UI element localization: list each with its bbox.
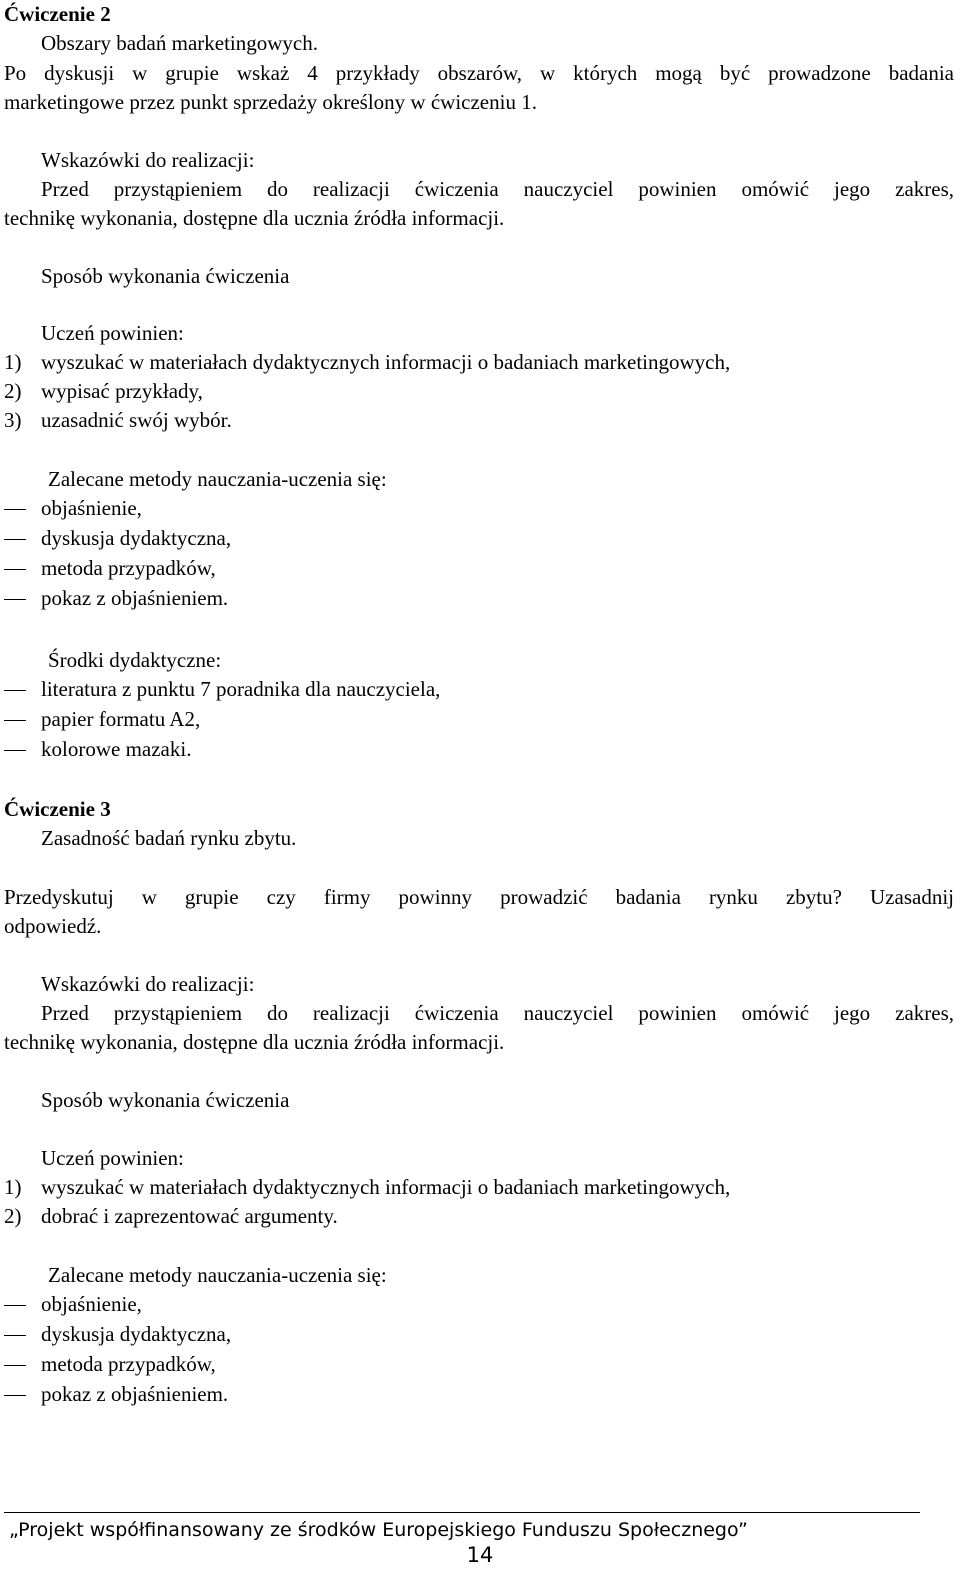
dash-bullet (4, 1335, 26, 1336)
dash-bullet (4, 1395, 26, 1396)
method-item: dyskusja dydaktyczna, (41, 526, 232, 550)
dash-bullet (4, 720, 26, 721)
exercise-3-task-line-1: Przedyskutuj w grupie czy firmy powinny prowadzić badania rynku zbytu? Uzasadnij (4, 885, 954, 909)
method-item: pokaz z objaśnieniem. (41, 586, 229, 610)
method-item: objaśnienie, (41, 1292, 142, 1316)
dash-bullet (4, 1365, 26, 1366)
method-item: metoda przypadków, (41, 1352, 216, 1376)
step-number: 1) (4, 350, 22, 374)
exercise-2-method-title: Sposób wykonania ćwiczenia (41, 264, 290, 288)
exercise-2-student-title: Uczeń powinien: (41, 321, 184, 345)
step-text: wyszukać w materiałach dydaktycznych informacji o badaniach marketingowych, (41, 350, 731, 374)
aid-item: kolorowe mazaki. (41, 737, 192, 761)
dash-bullet (4, 750, 26, 751)
page-number: 14 (466, 1543, 494, 1567)
step-text: wypisać przykłady, (41, 379, 203, 403)
exercise-2-task-line-2: marketingowe przez punkt sprzedaży określony w ćwiczeniu 1. (4, 90, 537, 114)
step-number: 2) (4, 1204, 22, 1228)
dash-bullet (4, 690, 26, 691)
footer-project-text: „Projekt współfinansowany ze środków Europejskiego Funduszu Społecznego” (9, 1519, 748, 1541)
step-number: 2) (4, 379, 22, 403)
aid-item: papier formatu A2, (41, 707, 201, 731)
step-text: wyszukać w materiałach dydaktycznych informacji o badaniach marketingowych, (41, 1175, 731, 1199)
exercise-2-topic: Obszary badań marketingowych. (41, 31, 318, 55)
exercise-2-hints-line-1: Przed przystąpieniem do realizacji ćwiczenia nauczyciel powinien omówić jego zakres, (41, 177, 954, 201)
exercise-3-hints-line-2: technikę wykonania, dostępne dla ucznia źródła informacji. (4, 1030, 505, 1054)
step-text: dobrać i zaprezentować argumenty. (41, 1204, 338, 1228)
exercise-2-heading: Ćwiczenie 2 (4, 2, 111, 26)
exercise-3-topic: Zasadność badań rynku zbytu. (41, 826, 297, 850)
aid-item: literatura z punktu 7 poradnika dla nauczyciela, (41, 677, 441, 701)
exercise-3-hints-line-1: Przed przystąpieniem do realizacji ćwiczenia nauczyciel powinien omówić jego zakres, (41, 1001, 954, 1025)
exercise-3-method-title: Sposób wykonania ćwiczenia (41, 1088, 290, 1112)
dash-bullet (4, 509, 26, 510)
dash-bullet (4, 599, 26, 600)
method-item: objaśnienie, (41, 496, 142, 520)
exercise-3-hints-title: Wskazówki do realizacji: (41, 972, 255, 996)
step-number: 1) (4, 1175, 22, 1199)
exercise-3-methods-title: Zalecane metody nauczania-uczenia się: (48, 1263, 387, 1287)
method-item: dyskusja dydaktyczna, (41, 1322, 232, 1346)
exercise-3-student-title: Uczeń powinien: (41, 1146, 184, 1170)
exercise-3-task-line-2: odpowiedź. (4, 914, 102, 938)
exercise-2-task-line-1: Po dyskusji w grupie wskaż 4 przykłady obszarów, w których mogą być prowadzone badania (4, 61, 954, 85)
step-number: 3) (4, 408, 22, 432)
exercise-2-hints-line-2: technikę wykonania, dostępne dla ucznia źródła informacji. (4, 206, 505, 230)
step-text: uzasadnić swój wybór. (41, 408, 232, 432)
method-item: metoda przypadków, (41, 556, 216, 580)
exercise-2-aids-title: Środki dydaktyczne: (48, 648, 222, 672)
dash-bullet (4, 1305, 26, 1306)
exercise-3-heading: Ćwiczenie 3 (4, 797, 111, 821)
dash-bullet (4, 569, 26, 570)
exercise-2-hints-title: Wskazówki do realizacji: (41, 148, 255, 172)
footer-divider (4, 1512, 920, 1513)
dash-bullet (4, 539, 26, 540)
method-item: pokaz z objaśnieniem. (41, 1382, 229, 1406)
exercise-2-methods-title: Zalecane metody nauczania-uczenia się: (48, 467, 387, 491)
